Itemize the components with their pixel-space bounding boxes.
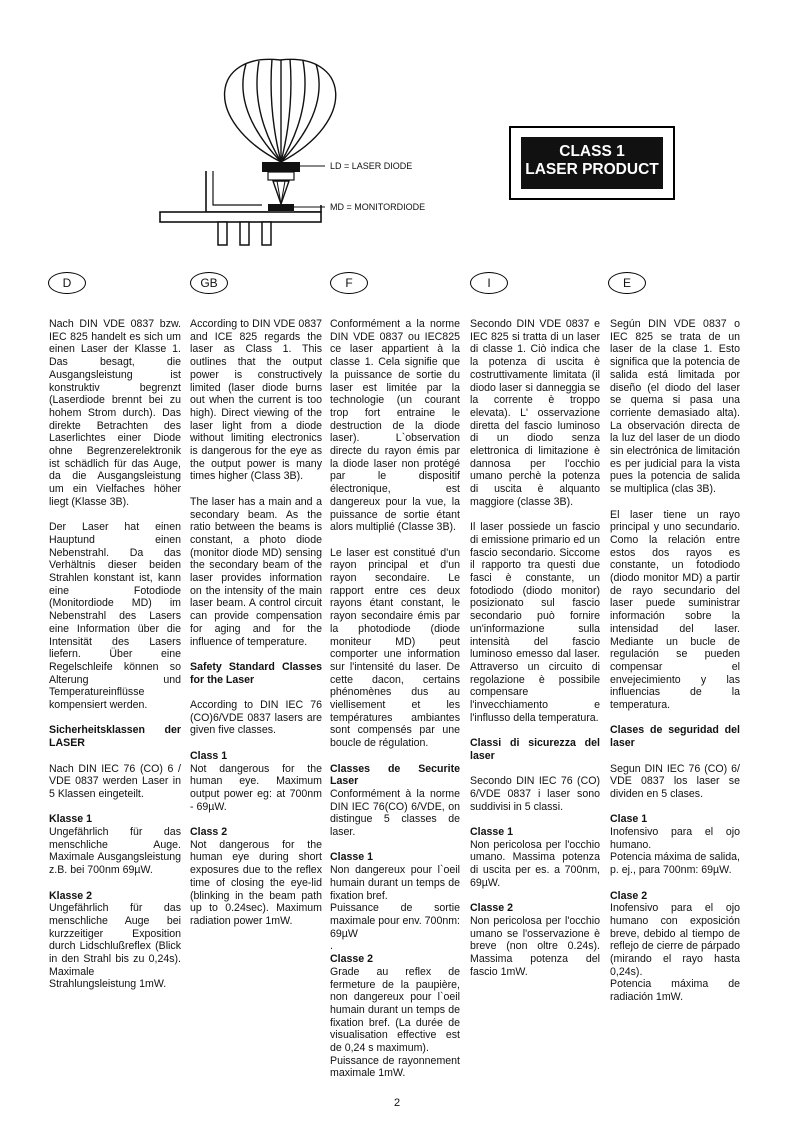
de-class-2-heading: Klasse 2 [49, 889, 92, 902]
de-class-1-text: Ungefährlich für das menschliche Auge. Maximale Ausgangsleistung z.B. bei 700nm 69µW. [49, 826, 181, 877]
es-intro-paragraph: Según DIN VDE 0837 o IEC 825 se trata de un laser de la clase 1. Esto significa que la potencia de salida está limitada por diseño (el diodo del laser se quema si pasa una corriente demasiado alta). La observación directa de la luz del laser de un diodo sin electrónica de limitación es per judicial para la vista pues la potencia de salida se multiplica (clas 3B). [610, 318, 740, 496]
it-beam-paragraph: Il laser possiede un fascio di emissione primario ed un fascio secondario. Siccome il rapporto tra questi due fasci è constante, un fotodiodo (diodo monitor) posizionato sul fascio secondario può fornire un'informazione sulla intensità del fascio luminoso emesso dal laser. Attraverso un circuito di regolazione è possibile compensare l'invecchiamento e l'influsso della temperatura. [470, 521, 600, 724]
es-class-1-text: Inofensivo para el ojo humano. [610, 826, 740, 851]
de-class-1-heading: Klasse 1 [49, 813, 92, 826]
gb-class-1-text: Not dangerous for the human eye. Maximum output power eg: at 700nm - 69µW. [190, 762, 322, 813]
fr-class-1-text: Non dangereux pour l`oeil humain durant un temps de fixation bref. [330, 864, 460, 902]
page-number: 2 [393, 1097, 401, 1109]
fr-class-1-power: Puissance de sortie maximale pour env. 700nm: 69µW [330, 902, 460, 940]
de-safety-heading: Sicherheitsklassen der LASER [49, 724, 181, 750]
es-class-2-heading: Clase 2 [610, 889, 648, 902]
class-label-line-1: CLASS 1 [559, 143, 625, 160]
gb-class-1-heading: Class 1 [190, 749, 228, 762]
fr-beam-paragraph: Le laser est constitué d'un rayon principal et d'un rayon secondaire. Le rapport entre ces deux rayons étant constant, le rayon secondaire émis par la photodiode (diode moniteur MD) peut comporter une information sur l'intensité du laser. De cette dacon, certains phénomènes dus au viellisement et les températures ambiantes sont compensés par une boucle de régulation. [330, 546, 460, 750]
es-class-1-power: Potencia máxima de salida, p. ej., para 700nm: 69µW. [610, 851, 740, 877]
de-classes-intro: Nach DIN IEC 76 (CO) 6 / VDE 0837 werden Laser in 5 Klassen eingeteilt. [49, 762, 181, 800]
column-german [49, 318, 181, 1004]
es-class-2-power: Potencia máxima de radiación 1mW. [610, 978, 740, 1004]
column-italian [470, 318, 600, 991]
fr-class-2-power: Puissance de rayonnement maximale 1mW. [330, 1054, 460, 1080]
es-safety-heading: Clases de seguridad del laser [610, 724, 740, 750]
class-label-inner [521, 137, 663, 189]
it-class-2-heading: Classe 2 [470, 902, 513, 915]
class-label-line-2: LASER PRODUCT [525, 161, 659, 178]
language-badge-fr: F [330, 272, 368, 294]
it-safety-heading: Classi di sicurezza del laser [470, 737, 600, 762]
fr-class-2-text: Grade au reflex de fermeture de la paupière, non dangereux pour l`oeil humain durant un temps de fixation bref. (La durée de visualisation effective est de 0,24 s maximum). [330, 965, 460, 1055]
fr-classes-intro: Conformément à la norme DIN IEC 76(CO) 6/VDE, on distingue 5 classes de laser. [330, 787, 460, 839]
de-class-2-text: Ungefährlich für das menschliche Auge bei kurzzeitiger Exposition durch Lidschlußreflex (Blick in den Strahl bis zu 0,24s). Maximale Strahlungsleistung 1mW. [49, 902, 181, 991]
gb-intro-paragraph: According to DIN VDE 0837 and ICE 825 regards the laser as Class 1. This outlines that the output power is constructively limited (laser diode burns out when the current is too high). Direct viewing of the laser light from a diode without limiting electronics is dangerous for the eye as the output power is many times higher (Class 3B). [190, 318, 322, 483]
language-badge-it: I [470, 272, 508, 294]
fr-safety-heading: Classes de Securite Laser [330, 762, 460, 788]
de-beam-paragraph: Der Laser hat einen Hauptund einen Nebenstrahl. Da das Verhältnis dieser beiden Strahlen konstant ist, kann eine Fotodiode (Monitordiode MD) im Nebenstrahl des Lasers eine Information über die Intensität des Lasers liefern. Über eine Regelschleife können so Alterung und Temperatureinflüsse kompensiert werden. [49, 521, 181, 712]
language-badge-es: E [608, 272, 646, 294]
es-classes-intro: Segun DIN IEC 76 (CO) 6/ VDE 0837 los laser se dividen en 5 clases. [610, 762, 740, 800]
gb-class-2-heading: Class 2 [190, 826, 228, 839]
de-intro-paragraph: Nach DIN VDE 0837 bzw. IEC 825 handelt es sich um einen Laser der Klasse 1. Das besagt, die Ausgangsleistung ist konstruktiv begrenzt (Laserdiode brennt bei zu hohem Strom durch). Das direkte Betrachten des Laserlichtes einer Diode ohne Begrenzerelektronik ist schädlich für das Auge, da die Ausgangsleistung um ein Vielfaches höher liegt (Klasse 3B). [49, 318, 181, 508]
fr-class-2-heading: Classe 2 [330, 953, 373, 966]
es-beam-paragraph: El laser tiene un rayo principal y uno secundario. Como la relación entre estos dos rayos es constante, un fotodiodo (diodo monitor MD) a partir de rayo secundario del laser puede suministrar información sobre la intensidad del laser. Mediante un bucle de regulación se pueden compensar el envejecimiento y las influencias de la temperatura. [610, 508, 740, 712]
column-french [330, 318, 460, 1093]
it-classes-intro: Secondo DIN IEC 76 (CO) 6/VDE 0837 i laser sono suddivisi in 5 classi. [470, 775, 600, 813]
class-1-laser-product-label [509, 126, 675, 200]
gb-class-2-text: Not dangerous for the human eye during short exposures due to the reflex time of closing the eye-lid (blinking in the beam path up to 0.24sec). Maximum radiation power 1mW. [190, 838, 322, 927]
language-badge-gb: GB [190, 272, 228, 294]
column-spanish [610, 318, 740, 1017]
it-intro-paragraph: Secondo DIN VDE 0837 e IEC 825 si tratta di un laser di classe 1. Ciò indica che la potenza di uscita è costruttivamente limitata (il diodo laser si danneggia se la corrente è troppo elevata). L' osservazione diretta del fascio luminoso di un diodo senza elettronica di limitazione è dannosa per l'occhio umano perchè la potenza di uscita è alquanto maggiore (classe 3B). [470, 318, 600, 508]
ld-label: LD = LASER DIODE [330, 161, 413, 171]
gb-beam-paragraph: The laser has a main and a secondary beam. As the ratio between the beams is constant, a photo diode (monitor diode MD) sensing the secondary beam of the laser provides information on the intensity of the main laser beam. A control circuit can provide compensation for aging and for the influence of temperature. [190, 495, 322, 648]
md-label: MD = MONITORDIODE [330, 202, 426, 212]
column-english [190, 318, 322, 940]
gb-classes-intro: According to DIN IEC 76 (CO)6/VDE 0837 lasers are given five classes. [190, 699, 322, 737]
it-class-1-heading: Classe 1 [470, 826, 513, 839]
fr-intro-paragraph: Conformément a la norme DIN VDE 0837 ou IEC825 ce laser appartient à la classe 1. Cela signifie que la puissance de sortie du laser est limitée par la technologie (un courant trop fort entraine le destruction de la diode laser). L`observation directe du rayon émis par la diode laser non protégé par le dispositif électronique, est dangereux pour la vue, la puissance de sortie étant alors multiplié (Classe 3B). [330, 318, 460, 534]
it-class-2-text: Non pericolosa per l'occhio umano se l'osservazione è breve (non oltre 0.24s). Massima potenza del fascio 1mW. [470, 914, 600, 978]
gb-safety-heading: Safety Standard Classes for the Laser [190, 660, 322, 686]
fr-class-1-heading: Classe 1 [330, 851, 373, 864]
es-class-1-heading: Clase 1 [610, 813, 648, 826]
fr-dot: . [330, 940, 333, 953]
it-class-1-text: Non pericolosa per l'occhio umano. Massima potenza di uscita per es. a 700nm, 69µW. [470, 838, 600, 889]
es-class-2-text: Inofensivo para el ojo humano con exposición breve, debido al tiempo de reflejo de cierre de párpado (mirando el rayo hasta 0,24s). [610, 902, 740, 978]
language-badge-de: D [48, 272, 86, 294]
